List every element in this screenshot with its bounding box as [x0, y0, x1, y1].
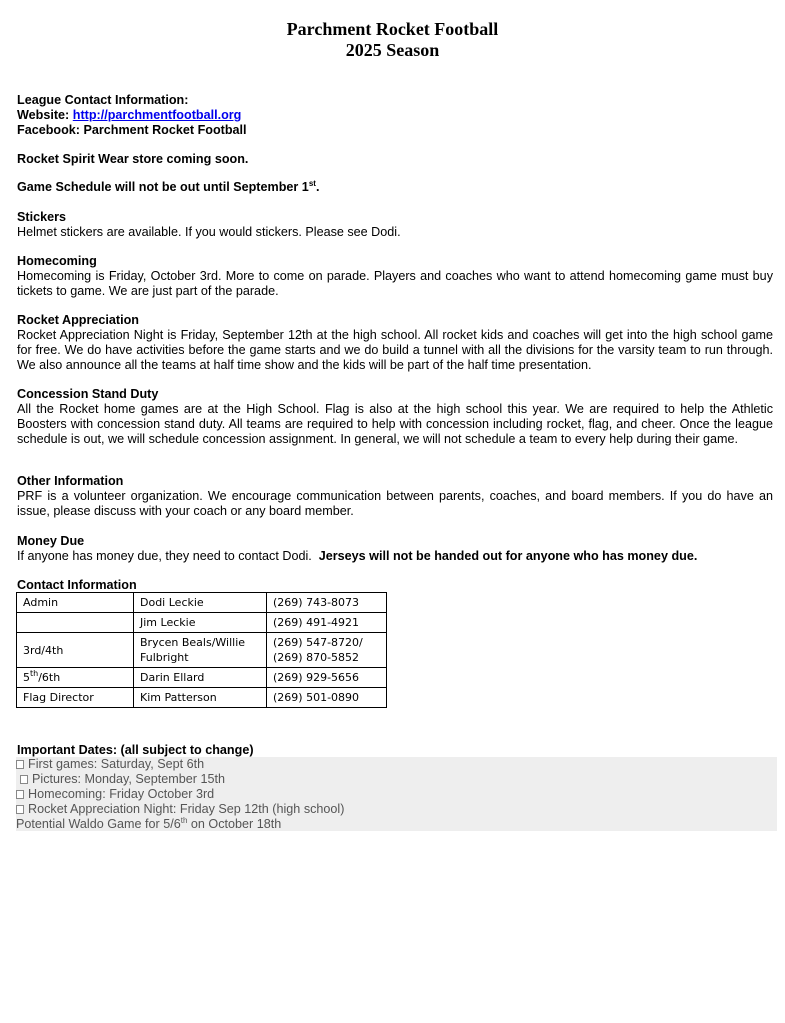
table-row [17, 668, 387, 688]
appreciation-section [17, 313, 773, 373]
schedule-text: Game Schedule will not be out until September 1 [17, 180, 309, 194]
list-item [16, 772, 777, 787]
missing-glyph-box-icon [20, 775, 28, 784]
document-title: Parchment Rocket Football [286, 19, 499, 39]
appreciation-text: Rocket Appreciation Night is Friday, September 12th at the high school. All rocket kids and coaches will get into the high school game for free. We do have activities before the game starts and we do build a tunnel with all the divisions for the varsity team to run through. We also announce all the teams at half time show and the kids will be part of the half time presentation. [17, 328, 773, 372]
document-subtitle: 2025 Season [345, 40, 440, 60]
contact-name-line: Brycen Beals/Willie [140, 636, 246, 649]
appreciation-heading: Rocket Appreciation [17, 313, 139, 327]
date-item-text: First games: Saturday, Sept 6th [28, 757, 205, 771]
contact-name: Jim Leckie [134, 613, 267, 633]
contact-role [17, 668, 134, 688]
homecoming-text: Homecoming is Friday, October 3rd. More to come on parade. Players and coaches who want to attend homecoming game must buy tickets to game. We are just part of the parade. [17, 269, 773, 298]
missing-glyph-box-icon [16, 790, 24, 799]
contact-phone: (269) 929-5656 [267, 668, 387, 688]
contact-phone-line: (269) 870-5852 [273, 651, 360, 664]
facebook-label: Facebook: [17, 123, 80, 137]
website-line [17, 108, 773, 123]
concession-text: All the Rocket home games are at the High School. Flag is also at the high school this year. We are required to help the Athletic Boosters with concession stand duty. All teams are required to help with concession including rocket, flag, and cheer. Once the league schedule is out, we will schedule concession assignment. In general, we will not schedule a team to every help during their game. [17, 402, 773, 446]
stickers-heading: Stickers [17, 210, 67, 224]
date-item-text: Pictures: Monday, September 15th [32, 772, 225, 786]
table-row [17, 688, 387, 708]
contact-phone [267, 633, 387, 668]
contact-role: Flag Director [17, 688, 134, 708]
money-due-section [17, 534, 773, 564]
important-dates-heading: Important Dates: (all subject to change) [17, 743, 254, 757]
money-due-warning: Jerseys will not be handed out for anyone who has money due. [318, 549, 698, 563]
contact-phone: (269) 743-8073 [267, 593, 387, 613]
contact-phone-line: (269) 547-8720/ [273, 636, 363, 649]
date-item-text-end: on October 18th [187, 817, 282, 831]
website-label: Website: [17, 108, 70, 122]
schedule-period: . [315, 180, 320, 194]
schedule-superscript: st [308, 179, 316, 188]
money-due-heading: Money Due [17, 534, 85, 548]
concession-section [17, 387, 773, 447]
concession-heading: Concession Stand Duty [17, 387, 159, 401]
other-info-heading: Other Information [17, 474, 124, 488]
contact-role [17, 613, 134, 633]
schedule-notice [17, 180, 773, 195]
table-row [17, 593, 387, 613]
missing-glyph-box-icon [16, 760, 24, 769]
contact-name [134, 633, 267, 668]
list-item [16, 817, 777, 832]
contact-table [16, 592, 387, 708]
contact-phone: (269) 491-4921 [267, 613, 387, 633]
stickers-section [17, 210, 773, 240]
missing-glyph-box-icon [16, 805, 24, 814]
date-item-text: Rocket Appreciation Night: Friday Sep 12th (high school) [28, 802, 345, 816]
contact-phone: (269) 501-0890 [267, 688, 387, 708]
role-superscript: th [30, 669, 39, 678]
website-link[interactable]: http://parchmentfootball.org [72, 108, 242, 122]
facebook-line [17, 123, 773, 138]
money-due-text: If anyone has money due, they need to contact Dodi. [17, 549, 312, 563]
table-row [17, 613, 387, 633]
list-item [16, 802, 777, 817]
contact-name: Dodi Leckie [134, 593, 267, 613]
list-item [16, 787, 777, 802]
league-contact-heading: League Contact Information: [17, 93, 189, 107]
facebook-name: Parchment Rocket Football [83, 123, 247, 137]
date-item-text: Potential Waldo Game for 5/6 [16, 817, 181, 831]
table-row [17, 633, 387, 668]
contact-info-heading: Contact Information [17, 578, 137, 592]
homecoming-heading: Homecoming [17, 254, 97, 268]
homecoming-section [17, 254, 773, 299]
role-suffix: /6th [38, 671, 61, 684]
contact-name: Darin Ellard [134, 668, 267, 688]
important-dates-list [16, 757, 777, 831]
contact-name: Kim Patterson [134, 688, 267, 708]
other-info-section [17, 474, 773, 519]
date-item-superscript: th [180, 816, 188, 825]
contact-role: 3rd/4th [17, 633, 134, 668]
spirit-wear-notice: Rocket Spirit Wear store coming soon. [17, 152, 249, 166]
contact-role: Admin [17, 593, 134, 613]
role-number: 5 [23, 671, 30, 684]
money-due-line [17, 549, 773, 564]
contact-name-line: Fulbright [140, 651, 189, 664]
list-item [16, 757, 777, 772]
league-contact-section [17, 93, 773, 138]
other-info-text: PRF is a volunteer organization. We encourage communication between parents, coaches, and board members. If you do have an issue, please discuss with your coach or any board member. [17, 489, 773, 518]
stickers-text: Helmet stickers are available. If you would stickers. Please see Dodi. [17, 225, 401, 239]
date-item-text: Homecoming: Friday October 3rd [28, 787, 215, 801]
